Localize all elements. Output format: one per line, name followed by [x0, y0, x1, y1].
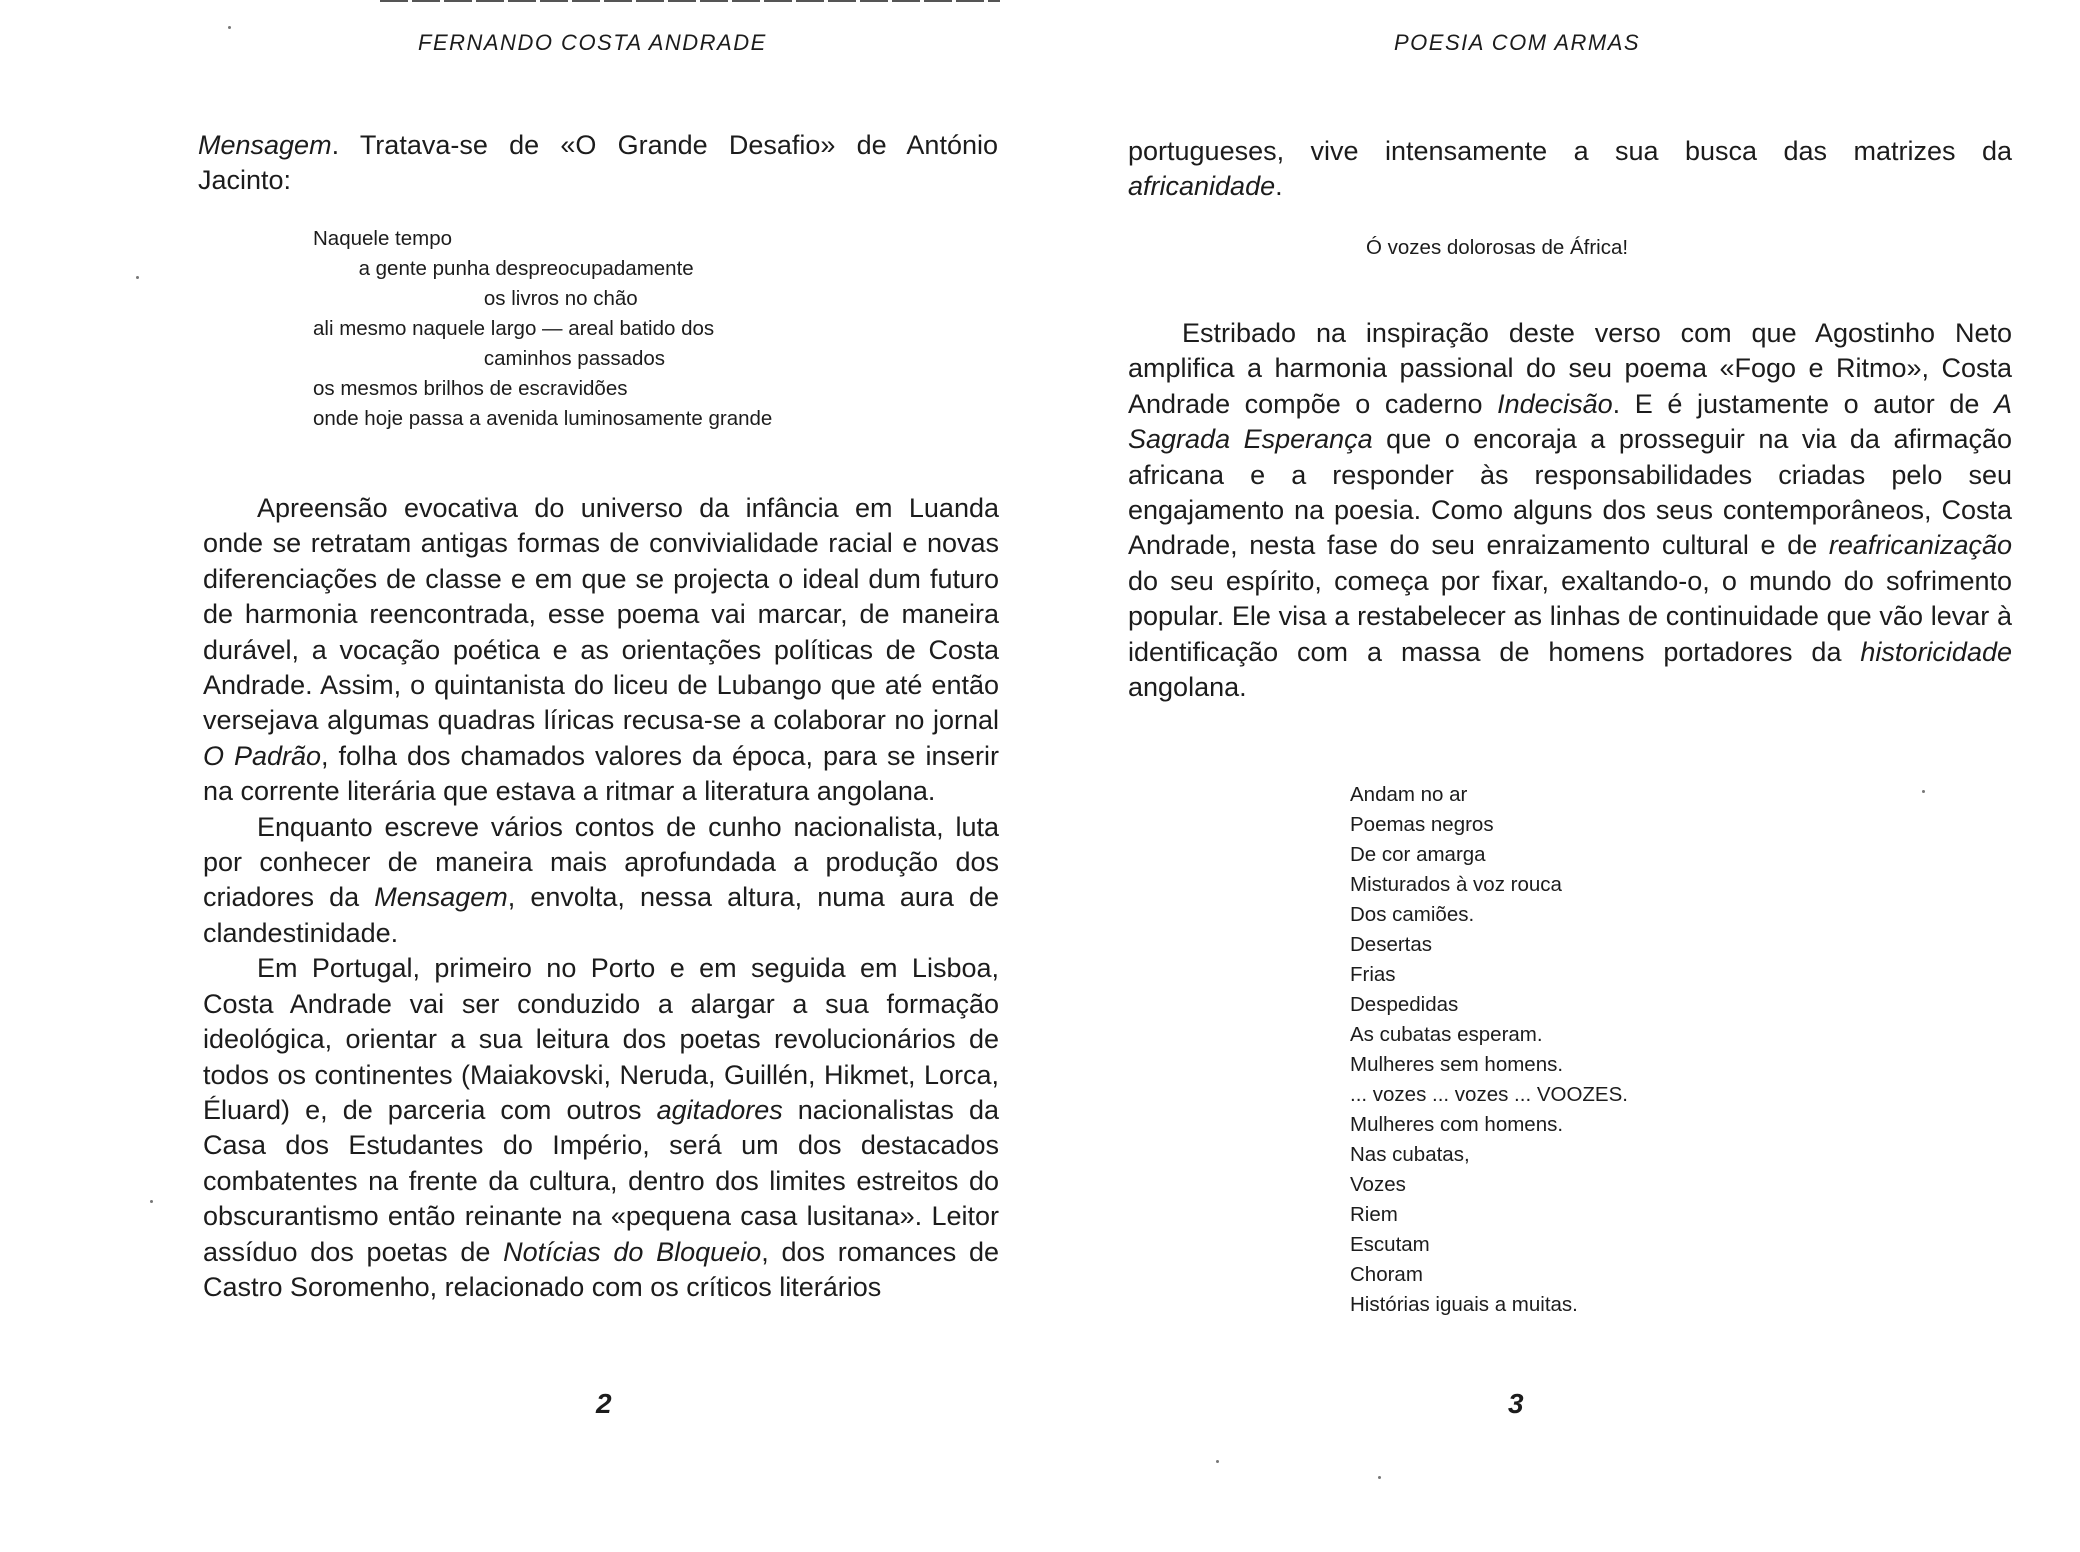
scan-speck: [150, 1200, 153, 1203]
italic-text-run: agitadores: [656, 1094, 783, 1125]
text-run: do seu espírito, começa por fixar, exaltando-o, o mundo do sofrimento popular. Ele visa a restabelecer as linhas de continuidade que vão levar à identificação com a massa de homens portadores da: [1128, 565, 2012, 667]
text-run: . Tratava-se de «O Grande Desafio» de António Jacinto:: [198, 130, 998, 196]
italic-text-run: Indecisão: [1497, 388, 1613, 419]
poem-line: Poemas negros: [1350, 813, 1494, 836]
scan-speck: [1216, 1460, 1219, 1463]
text-run: Apreensão evocativa do universo da infância em Luanda onde se retratam antigas formas de convivialidade racial e novas diferenciações de classe e em que se projecta o ideal dum futuro de harmonia reencontrada, esse poema vai marcar, de maneira durável, a vocação poética e as orientações políticas de Costa Andrade. Assim, o quintanista do liceu de Lubango que até então versejava algumas quadras líricas recusa-se a colaborar no jornal: [203, 493, 999, 736]
page-number: 3: [1508, 1388, 1524, 1419]
italic-text-run: Mensagem: [374, 882, 508, 913]
poem-line: onde hoje passa a avenida luminosamente grande: [313, 407, 773, 430]
running-header: POESIA COM ARMAS: [1394, 30, 1641, 55]
poem-line: ali mesmo naquele largo — areal batido dos: [313, 317, 715, 340]
poem-line: Dos camiões.: [1350, 903, 1475, 926]
italic-text-run: africanidade: [1128, 171, 1276, 202]
paragraph: [198, 128, 998, 199]
text-run: nacionalistas da Casa dos Estudantes do Império, será um dos destacados combatentes na frente da cultura, dentro dos limites estreitos do obscurantismo então reinante na «pequena casa lusitana». Leitor assíduo dos poetas de: [203, 1094, 999, 1267]
poem-line: a gente punha despreocupadamente: [313, 257, 694, 280]
text-run: , folha dos chamados valores da época, para se inserir na corrente literária que estava a ritmar a literatura angolana.: [203, 740, 999, 807]
text-run: portugueses, vive intensamente a sua busca das matrizes da: [1128, 136, 2012, 166]
paragraph: [1128, 134, 2012, 205]
text-run: angolana.: [1128, 672, 1247, 703]
italic-text-run: reafricanização: [1828, 530, 2012, 561]
italic-text-run: A Sagrada Esperança: [1128, 388, 2012, 455]
poem-block: [1350, 780, 1628, 1320]
poem-line: Mulheres com homens.: [1350, 1113, 1564, 1136]
poem-line: caminhos passados: [313, 347, 666, 370]
poem-line: Riem: [1350, 1203, 1398, 1226]
text-run: , dos romances de Castro Soromenho, relacionado com os críticos literários: [203, 1236, 1000, 1302]
italic-text-run: O Padrão: [203, 740, 322, 771]
poem-line: Choram: [1350, 1263, 1423, 1286]
italic-text-run: Mensagem: [198, 130, 332, 160]
text-run: . E é justamente o autor de: [1612, 388, 1994, 419]
text-run: Enquanto escreve vários contos de cunho nacionalista, luta por conhecer de maneira mais aprofundada a produção dos criadores da: [203, 811, 999, 913]
right-page: [1040, 0, 2080, 1552]
text-run: .: [1275, 171, 1283, 202]
running-header: FERNANDO COSTA ANDRADE: [418, 30, 767, 55]
poem-line: os mesmos brilhos de escravidões: [313, 377, 628, 400]
poem-line: Misturados à voz rouca: [1350, 873, 1562, 896]
intro-paragraph: [198, 128, 998, 199]
poem-line: Escutam: [1350, 1233, 1430, 1256]
poem-line: Vozes: [1350, 1173, 1406, 1196]
poem-line: Despedidas: [1350, 993, 1459, 1016]
poem-line: os livros no chão: [313, 287, 638, 310]
poem-line: Histórias iguais a muitas.: [1350, 1293, 1578, 1316]
text-run: que o encoraja a prosseguir na via da afirmação africana e a responder às responsabilidades criadas pelo seu engajamento na poesia. Como alguns dos seus contemporâneos, Costa Andrade, nesta fase do seu enraizamento cultural e de: [1128, 424, 2012, 561]
poem-line: De cor amarga: [1350, 843, 1486, 866]
scan-speck: [1378, 1476, 1381, 1479]
italic-text-run: Notícias do Bloqueio: [503, 1236, 762, 1267]
paragraph: [203, 491, 999, 810]
poem-block: [313, 224, 772, 434]
poem-line: Andam no ar: [1350, 783, 1468, 806]
poem-line: Nas cubatas,: [1350, 1143, 1470, 1166]
poem-line: Mulheres sem homens.: [1350, 1053, 1564, 1076]
epigraph: Ó vozes dolorosas de África!: [1366, 236, 1629, 259]
page-number: 2: [596, 1388, 612, 1419]
scan-speck: [136, 276, 139, 279]
paragraph: [203, 810, 999, 952]
italic-text-run: historicidade: [1860, 636, 2012, 667]
text-run: Estribado na inspiração deste verso com que Agostinho Neto amplifica a harmonia passional do seu poema «Fogo e Ritmo», Costa Andrade compõe o caderno: [1128, 318, 2012, 419]
body-text: [203, 491, 999, 1305]
body-text: [1128, 316, 2012, 705]
scan-speck: [228, 26, 231, 29]
paragraph: [203, 951, 999, 1305]
intro-paragraph: [1128, 134, 2012, 205]
text-run: , envolta, nessa altura, numa aura de clandestinidade.: [203, 882, 999, 948]
poem-line: Naquele tempo: [313, 227, 453, 250]
poem-line: Frias: [1350, 963, 1396, 986]
text-run: Em Portugal, primeiro no Porto e em seguida em Lisboa, Costa Andrade vai ser conduzido a alargar a sua formação ideológica, orientar a sua leitura dos poetas revolucionários de todos os continentes (Maiakovski, Neruda, Guillén, Hikmet, Lorca, Éluard) e, de parceria com outros: [203, 953, 999, 1125]
paragraph: [1128, 316, 2012, 705]
poem-line: ... vozes ... vozes ... VOOZES.: [1350, 1083, 1628, 1106]
poem-line: As cubatas esperam.: [1350, 1023, 1543, 1046]
poem-line: Desertas: [1350, 933, 1433, 956]
scan-speck: [1922, 790, 1925, 793]
